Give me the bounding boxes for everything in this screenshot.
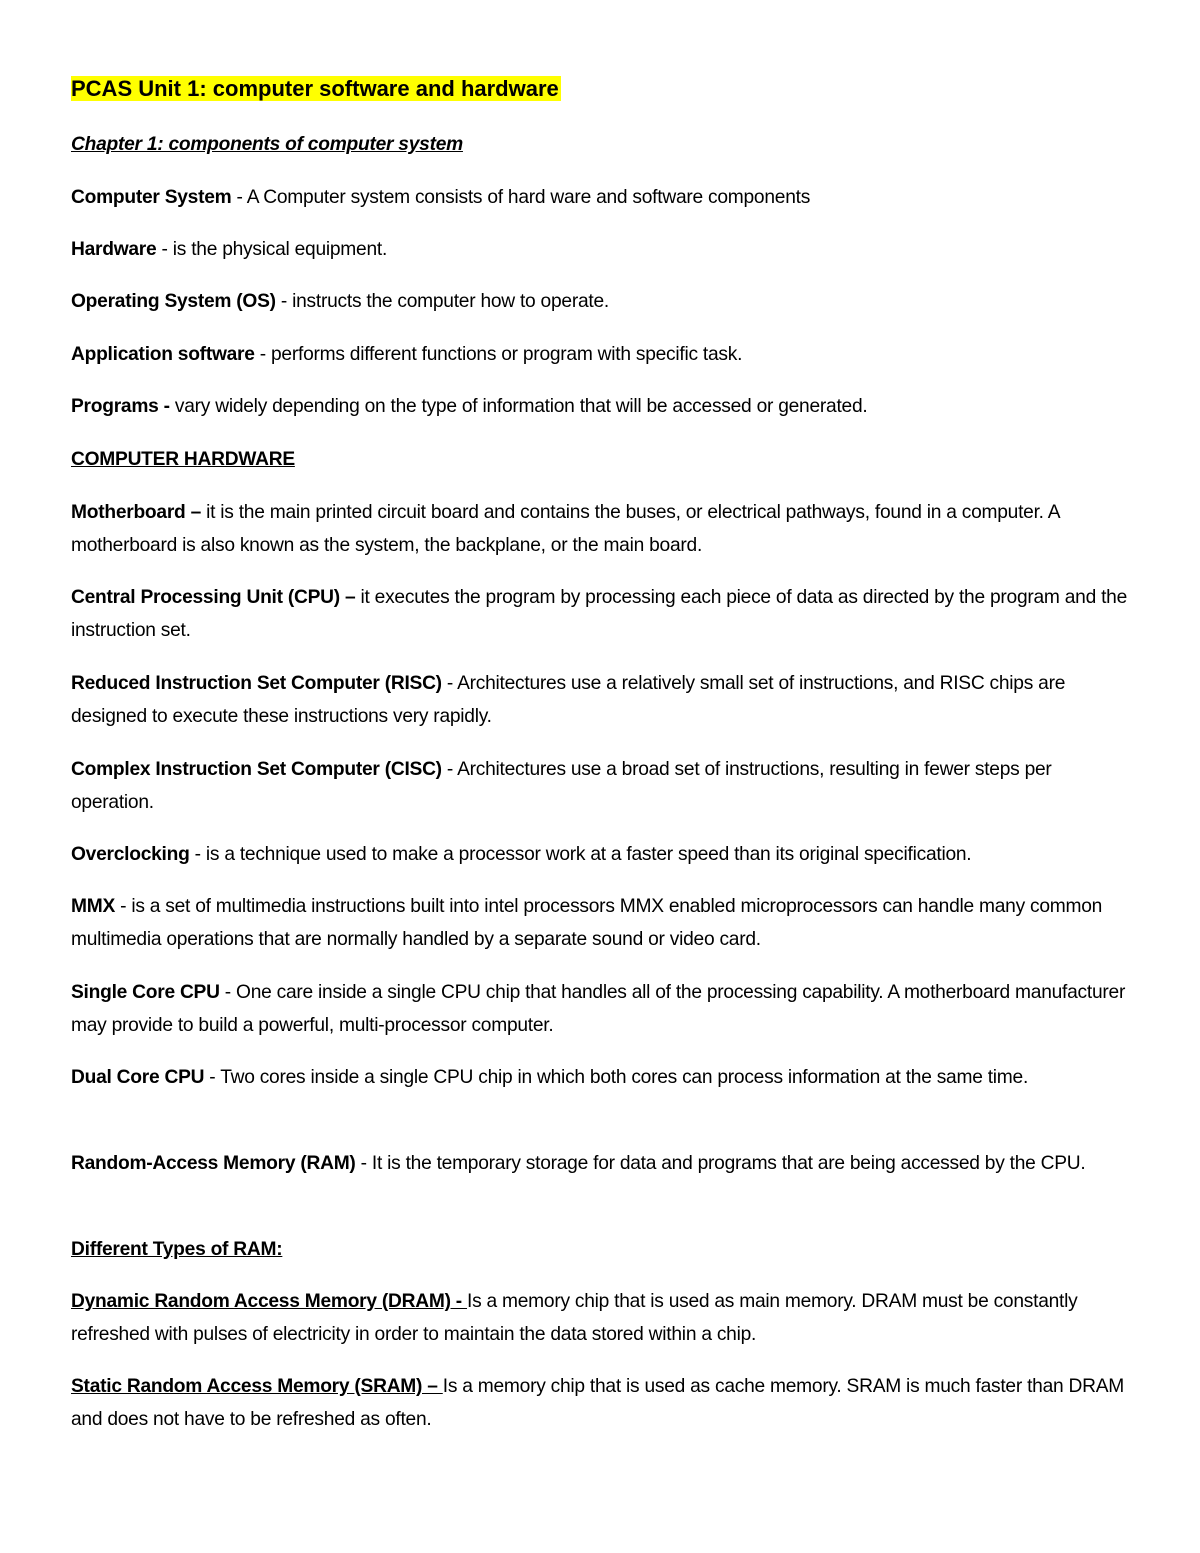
definition-mmx: MMX - is a set of multimedia instructions built into intel processors MMX enabled microprocessors can handle many common multimedia operations that are normally handled by a separate sound or video card.	[71, 896, 1103, 950]
definition: is the physical equipment.	[172, 239, 388, 260]
definition: it executes the program by processing each piece of data as directed by the program and the instruction set.	[71, 587, 1128, 641]
definition: One care inside a single CPU chip that handles all of the processing capability. A motherboard manufacturer may provide to build a powerful, multi-processor computer.	[71, 982, 1126, 1036]
definition-programs	[71, 390, 1136, 423]
definition-dual-core-cpu: Dual Core CPU - Two cores inside a single CPU chip in which both cores can process information at the same time.	[71, 1067, 1029, 1088]
definition-motherboard	[71, 496, 1136, 562]
definition-overclocking: Overclocking - is a technique used to make a processor work at a faster speed than its original specification.	[71, 844, 972, 865]
term: Dual Core CPU	[71, 1067, 205, 1088]
definition: instructs the computer how to operate.	[292, 291, 609, 312]
term: MMX	[71, 896, 116, 917]
definition: A Computer system consists of hard ware and software components	[246, 187, 811, 208]
term: Complex Instruction Set Computer (CISC)	[71, 759, 442, 780]
term: Single Core CPU	[71, 982, 220, 1003]
definition: Architectures use a relatively small set of instructions, and RISC chips are designed to execute these instructions very rapidly.	[71, 673, 1066, 727]
definition: It is the temporary storage for data and programs that are being accessed by the CPU.	[371, 1153, 1086, 1174]
definition-ram: Random-Access Memory (RAM) - It is the temporary storage for data and programs that are being accessed by the CPU.	[71, 1153, 1086, 1174]
term: Computer System	[71, 187, 232, 208]
document-title	[71, 72, 561, 106]
definition: is a set of multimedia instructions built into intel processors MMX enabled microprocessors can handle many common multimedia operations that are normally handled by a separate sound or video card.	[71, 896, 1103, 950]
definition: vary widely depending on the type of information that will be accessed or generated.	[174, 396, 868, 417]
definition: Architectures use a broad set of instructions, resulting in fewer steps per operation.	[71, 759, 1052, 813]
term: Central Processing Unit (CPU) –	[71, 587, 356, 608]
definition: Two cores inside a single CPU chip in which both cores can process information at the same time.	[220, 1067, 1029, 1088]
definition: performs different functions or program with specific task.	[271, 344, 743, 365]
definition-operating-system: Operating System (OS) - instructs the computer how to operate.	[71, 291, 609, 312]
term: Reduced Instruction Set Computer (RISC)	[71, 673, 442, 694]
definition-cisc: Complex Instruction Set Computer (CISC) - Architectures use a broad set of instructions, resulting in fewer steps per operation.	[71, 759, 1052, 813]
definition-computer-system: Computer System - A Computer system consists of hard ware and software components	[71, 187, 811, 208]
definition: Is a memory chip that is used as cache memory. SRAM is much faster than DRAM and does not have to be refreshed as often.	[71, 1376, 1124, 1430]
definition-risc: Reduced Instruction Set Computer (RISC) - Architectures use a relatively small set of instructions, and RISC chips are designed to execute these instructions very rapidly.	[71, 673, 1066, 727]
term: Motherboard –	[71, 502, 202, 523]
section-heading-ram-types: Different Types of RAM:	[71, 1239, 283, 1260]
definition-sram	[71, 1370, 1136, 1436]
definition-application-software: Application software - performs different functions or program with specific task.	[71, 344, 743, 365]
term: Dynamic Random Access Memory (DRAM) -	[71, 1291, 468, 1312]
term: Overclocking	[71, 844, 190, 865]
term: Static Random Access Memory (SRAM) –	[71, 1376, 443, 1397]
term: Operating System (OS)	[71, 291, 276, 312]
term: Random-Access Memory (RAM)	[71, 1153, 356, 1174]
definition-dram	[71, 1285, 1136, 1351]
term: Programs -	[71, 396, 170, 417]
definition-hardware: Hardware - is the physical equipment.	[71, 239, 388, 260]
term: Application software	[71, 344, 255, 365]
definition: is a technique used to make a processor work at a faster speed than its original specification.	[205, 844, 972, 865]
highlighted-title: PCAS Unit 1: computer software and hardware	[71, 76, 559, 101]
definition-single-core-cpu: Single Core CPU - One care inside a single CPU chip that handles all of the processing capability. A motherboard manufacturer may provide to build a powerful, multi-processor computer.	[71, 982, 1126, 1036]
definition-cpu	[71, 581, 1136, 647]
term: Hardware	[71, 239, 157, 260]
definition: Is a memory chip that is used as main memory. DRAM must be constantly refreshed with pulses of electricity in order to maintain the data stored within a chip.	[71, 1291, 1078, 1345]
chapter-heading: Chapter 1: components of computer system	[71, 134, 463, 155]
definition: it is the main printed circuit board and contains the buses, or electrical pathways, found in a computer. A motherboard is also known as the system, the backplane, or the main board.	[71, 502, 1060, 556]
section-heading-hardware: COMPUTER HARDWARE	[71, 449, 295, 470]
